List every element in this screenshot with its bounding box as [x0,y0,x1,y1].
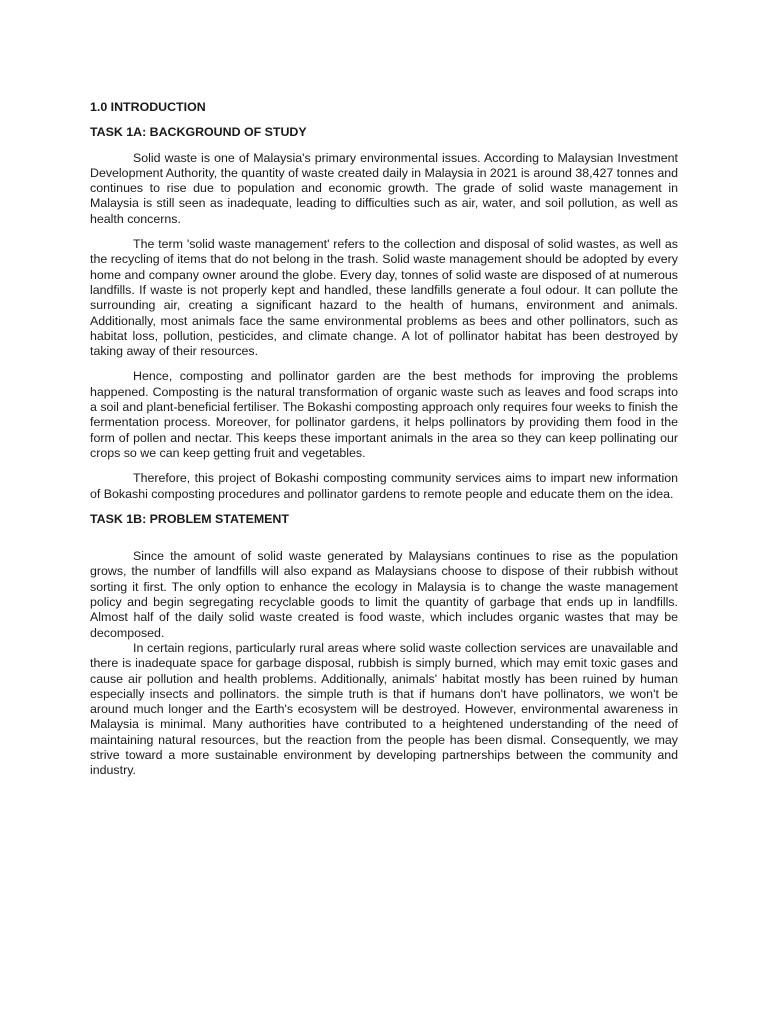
section-heading-task-1a: TASK 1A: BACKGROUND OF STUDY [90,125,307,140]
section-heading-task-1b: TASK 1B: PROBLEM STATEMENT [90,511,289,526]
document-page [90,100,678,779]
paragraph-task1a-4: Therefore, this project of Bokashi composting community services aims to impart new information of Bokashi composting procedures and pollinator gardens to remote people and educate them on the idea. [90,471,678,501]
paragraph-task1a-3: Hence, composting and pollinator garden are the best methods for improving the problems happened. Composting is the natural transformation of organic waste such as leaves and food scraps into a soil and plant-beneficial fertiliser. The Bokashi composting approach only requires four weeks to finish the fermentation process. Moreover, for pollinator gardens, it helps pollinators by providing them food in the form of pollen and nectar. This keeps these important animals in the area so they can keep pollinating our crops so we can keep getting fruit and vegetables. [90,369,678,460]
paragraph-task1b-1: Since the amount of solid waste generated by Malaysians continues to rise as the population grows, the number of landfills will also expand as Malaysians choose to dispose of their rubbish without sorting it first. The only option to enhance the ecology in Malaysia is to change the waste management policy and begin segregating recyclable goods to limit the quantity of garbage that ends up in landfills. Almost half of the daily solid waste created is food waste, which includes organic wastes that may be decomposed. [90,549,678,640]
section-heading-introduction: 1.0 INTRODUCTION [90,100,206,114]
paragraph-task1a-1: Solid waste is one of Malaysia's primary environmental issues. According to Malaysian Investment Development Authority, the quantity of waste created daily in Malaysia in 2021 is around 38,427 tonnes and continues to rise due to population and economic growth. The grade of solid waste management in Malaysia is still seen as inadequate, leading to difficulties such as air, water, and soil pollution, as well as health concerns. [90,150,679,226]
paragraph-task1a-2: The term 'solid waste management' refers to the collection and disposal of solid wastes, as well as the recycling of items that do not belong in the trash. Solid waste management should be adopted by every home and company owner around the globe. Every day, tonnes of solid waste are disposed of at numerous landfills. If waste is not properly kept and handled, these landfills generate a foul odour. It can pollute the surrounding air, creating a significant hazard to the health of humans, environment and animals. Additionally, most animals face the same environmental problems as bees and other pollinators, such as habitat loss, pollution, pesticides, and climate change. A lot of pollinator habitat has been destroyed by taking away of their resources. [90,237,678,359]
paragraph-task1b-2: In certain regions, particularly rural areas where solid waste collection services are unavailable and there is inadequate space for garbage disposal, rubbish is simply burned, which may emit toxic gases and cause air pollution and health problems. Additionally, animals' habitat mostly has been ruined by human especially insects and pollinators. the simple truth is that if humans don't have pollinators, we won't be around much longer and the Earth's ecosystem will be destroyed. However, environmental awareness in Malaysia is minimal. Many authorities have contributed to a heightened understanding of the need of maintaining natural resources, but the reaction from the people has been dismal. Consequently, we may strive toward a more sustainable environment by developing partnerships between the community and industry. [90,640,678,778]
